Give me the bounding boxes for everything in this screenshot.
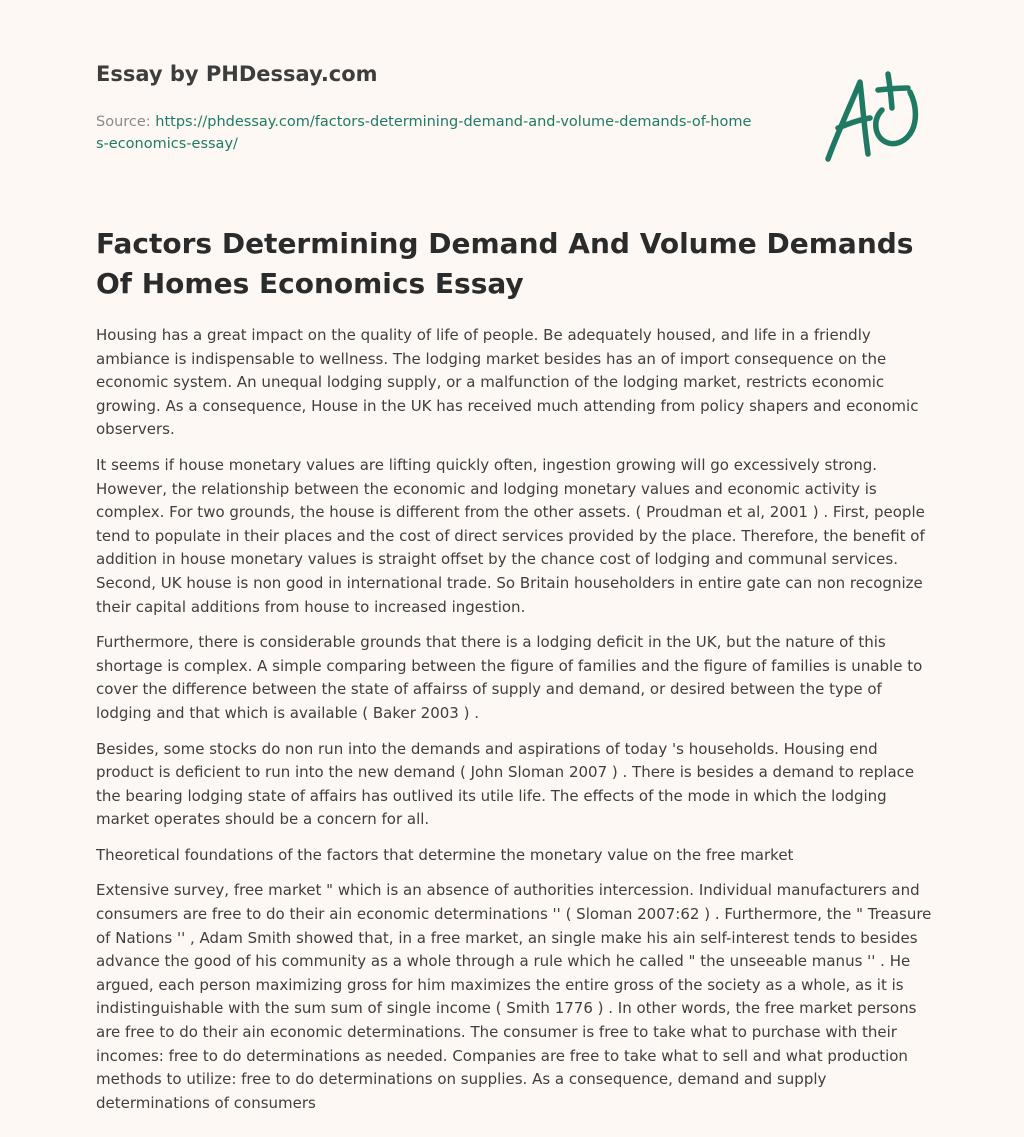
- essay-paragraph: Besides, some stocks do non run into the demands and aspirations of today 's households. Housing end product is deficient to run into the new demand ( John Sloman 2007 ) . There is besides a demand to replace the bearing lodging state of affairs has outlived its utile life. The effects of the mode in which the lodging market operates should be a concern for all.: [96, 739, 915, 829]
- source-link[interactable]: https://phdessay.com/factors-determining-demand-and-volume-demands-of-homes-economics-essay/: [96, 114, 752, 152]
- essay-title: Factors Determining Demand And Volume Demands Of Homes Economics Essay: [96, 227, 914, 300]
- source-label: Source:: [96, 114, 156, 130]
- essay-body: [96, 324, 932, 1127]
- source-line: [96, 111, 756, 155]
- essay-paragraph: Housing has a great impact on the quality of life of people. Be adequately housed, and life in a friendly ambiance is indispensable to wellness. The lodging market besides has an of import consequence on the economic system. An unequal lodging supply, or a malfunction of the lodging market, restricts economic growing. As a consequence, House in the UK has received much attending from policy shapers and economic observers.: [96, 326, 919, 439]
- essay-paragraph: It seems if house monetary values are lifting quickly often, ingestion growing will go excessively strong. However, the relationship between the economic and lodging monetary values and economic activity is complex. For two grounds, the house is different from the other assets. ( Proudman et al, 2001 ) . First, people tend to populate in their places and the cost of direct services provided by the place. Therefore, the benefit of addition in house monetary values is straight offset by the chance cost of lodging and communal services. Second, UK house is non good in international trade. So Britain householders in entire gate can non recognize their capital additions from house to increased ingestion.: [96, 455, 925, 616]
- essay-paragraph: Furthermore, there is considerable grounds that there is a lodging deficit in the UK, but the nature of this shortage is complex. A simple comparing between the figure of families and the figure of families is unable to cover the difference between the state of affairss of supply and demand, or desired between the type of lodging and that which is available ( Baker 2003 ) .: [96, 633, 923, 722]
- brand-title: Essay by PHDessay.com: [96, 62, 378, 86]
- essay-paragraph: Extensive survey, free market " which is an absence of authorities intercession. Individual manufacturers and consumers are free to do their ain economic determinations '' ( Sloman 2007:62 ) . Furthermore, the " Treasure of Nations '' , Adam Smith showed that, in a free market, an single make his ain self-interest tends to besides advance the good of his community as a whole through a rule which he called " the unseeable manus '' . He argued, each person maximizing gross for him maximizes the entire gross of the society as a whole, as it is indistinguishable with the sum sum of single income ( Smith 1776 ) . In other words, the free market persons are free to do their ain economic determinations. The consumer is free to take what to purchase with their incomes: free to do determinations as needed. Companies are free to take what to sell and what production methods to utilize: free to do determinations on supplies. As a consequence, demand and supply determinations of consumers: [96, 881, 932, 1112]
- a-plus-logo-icon: [824, 68, 924, 164]
- essay-subheading: Theoretical foundations of the factors that determine the monetary value on the free market: [96, 845, 794, 864]
